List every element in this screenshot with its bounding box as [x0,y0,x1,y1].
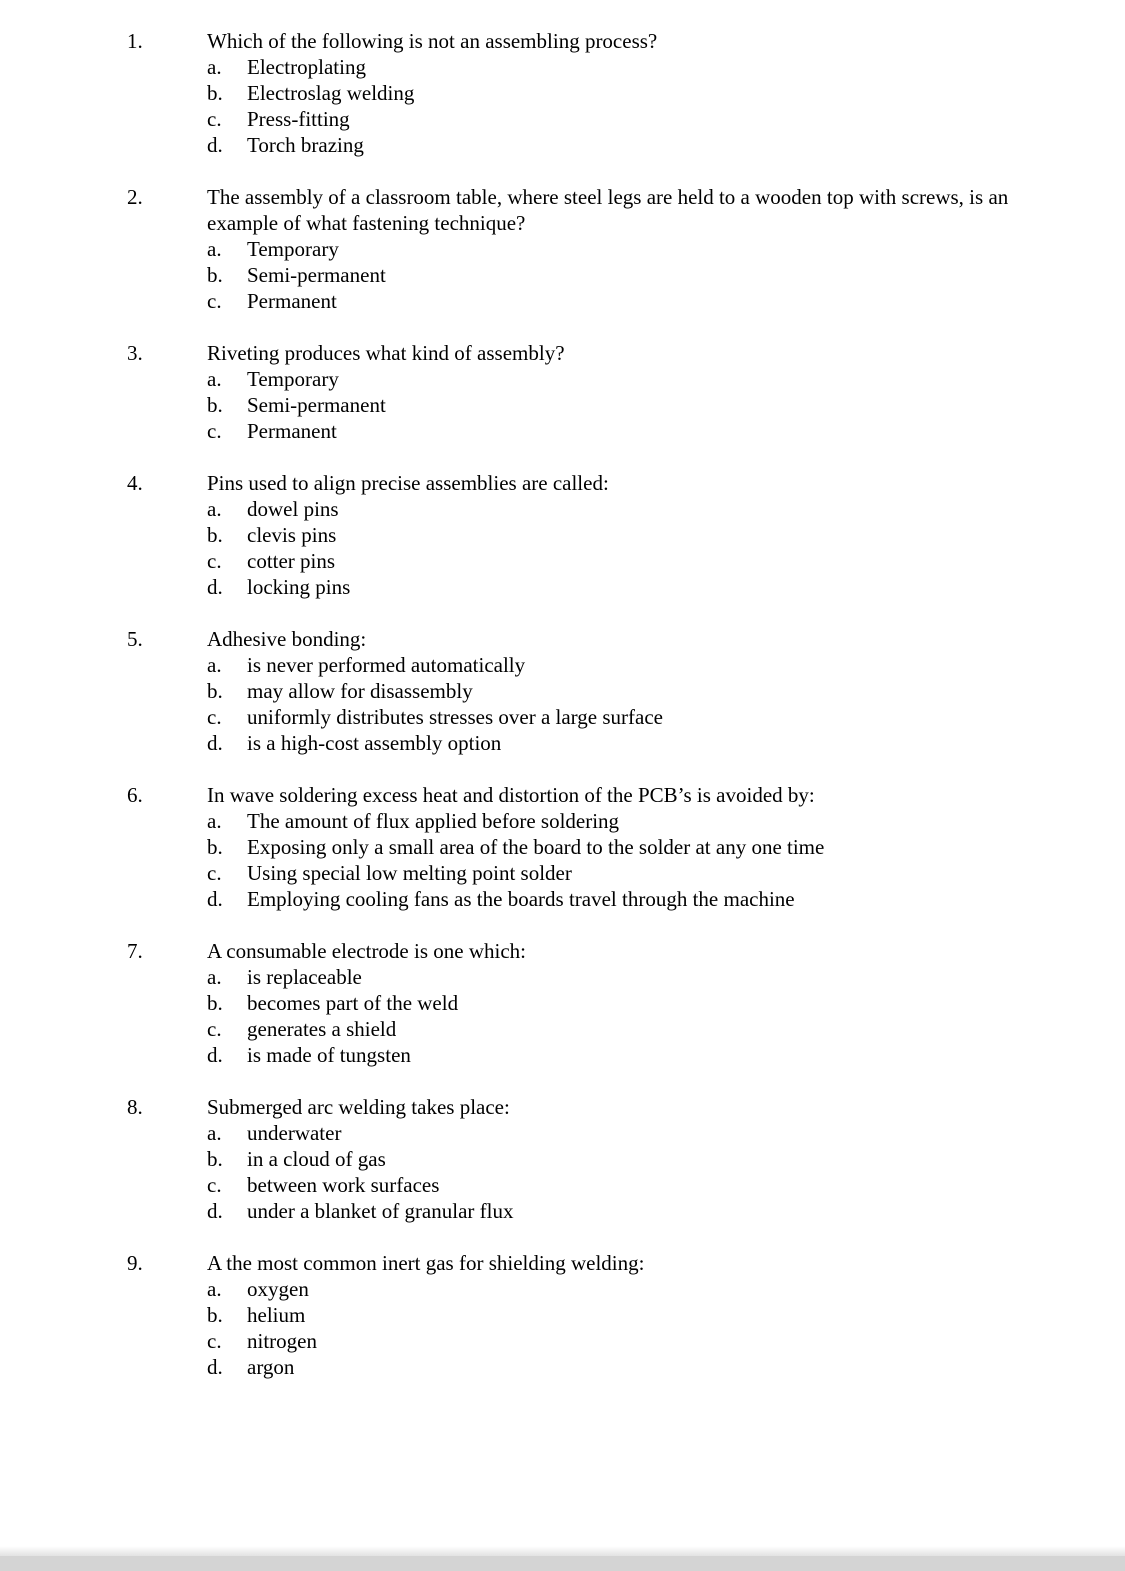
option-text: nitrogen [247,1329,317,1353]
option-letter: b. [207,393,223,417]
option-text: oxygen [247,1277,309,1301]
option-text: Permanent [247,419,337,443]
option-text: is made of tungsten [247,1043,411,1067]
option-list [207,964,1052,1068]
option-text: may allow for disassembly [247,679,473,703]
option-list [207,54,1052,158]
question-list [127,28,1125,1380]
option-letter: a. [207,1277,222,1301]
question-body [207,340,1052,444]
option-text: locking pins [247,575,351,599]
option-row [207,886,1052,912]
viewer-bottom-bar [0,1556,1125,1571]
option-row [207,418,1052,444]
option-row [207,366,1052,392]
question-number: 9. [127,1251,143,1275]
option-list [207,808,1052,912]
question-block [127,1250,1125,1380]
option-letter: d. [207,1355,223,1379]
question-text: Pins used to align precise assemblies are called: [207,471,609,495]
question-body [207,470,1052,600]
option-text: is replaceable [247,965,362,989]
option-letter: c. [207,1329,222,1353]
option-row [207,1120,1052,1146]
question-block [127,938,1125,1068]
option-text: The amount of flux applied before soldering [247,809,620,833]
option-text: between work surfaces [247,1173,440,1197]
option-letter: b. [207,263,223,287]
question-body [207,28,1052,158]
option-letter: c. [207,419,222,443]
page-bottom-shadow [0,1546,1125,1556]
option-list [207,366,1052,444]
question-block [127,1094,1125,1224]
question-number: 5. [127,627,143,651]
question-text: A consumable electrode is one which: [207,939,526,963]
option-row [207,834,1052,860]
option-text: argon [247,1355,295,1379]
option-row [207,288,1052,314]
option-list [207,1120,1052,1224]
option-text: underwater [247,1121,342,1145]
question-body [207,626,1052,756]
option-row [207,1302,1052,1328]
option-letter: c. [207,107,222,131]
option-letter: a. [207,237,222,261]
option-row [207,704,1052,730]
option-text: dowel pins [247,497,339,521]
option-text: Torch brazing [247,133,364,157]
option-row [207,1276,1052,1302]
question-block [127,626,1125,756]
question-text: The assembly of a classroom table, where steel legs are held to a wooden top with screws, is an example of what fastening technique? [207,185,1009,235]
option-text: Temporary [247,237,339,261]
option-letter: b. [207,835,223,859]
option-text: Permanent [247,289,337,313]
question-body [207,184,1052,314]
question-block [127,782,1125,912]
option-letter: a. [207,809,222,833]
option-text: becomes part of the weld [247,991,459,1015]
option-text: Exposing only a small area of the board to the solder at any one time [247,835,825,859]
option-letter: d. [207,575,223,599]
question-number: 2. [127,185,143,209]
option-row [207,574,1052,600]
option-row [207,1172,1052,1198]
question-text: In wave soldering excess heat and distortion of the PCB’s is avoided by: [207,783,815,807]
option-letter: a. [207,653,222,677]
option-letter: c. [207,705,222,729]
option-row [207,678,1052,704]
question-body [207,782,1052,912]
option-text: under a blanket of granular flux [247,1199,514,1223]
option-letter: a. [207,497,222,521]
option-row [207,1354,1052,1380]
option-row [207,1146,1052,1172]
option-letter: b. [207,679,223,703]
option-letter: a. [207,55,222,79]
option-list [207,1276,1052,1380]
option-letter: a. [207,367,222,391]
option-row [207,80,1052,106]
option-text: uniformly distributes stresses over a large surface [247,705,663,729]
option-text: Semi-permanent [247,263,386,287]
option-letter: b. [207,523,223,547]
option-letter: c. [207,289,222,313]
option-letter: d. [207,1199,223,1223]
option-letter: d. [207,731,223,755]
option-letter: d. [207,1043,223,1067]
option-list [207,496,1052,600]
option-text: Semi-permanent [247,393,386,417]
option-row [207,1016,1052,1042]
question-block [127,340,1125,444]
question-block [127,184,1125,314]
option-letter: d. [207,887,223,911]
option-text: is a high-cost assembly option [247,731,502,755]
option-letter: c. [207,549,222,573]
option-text: cotter pins [247,549,336,573]
question-body [207,938,1052,1068]
option-text: generates a shield [247,1017,397,1041]
option-row [207,132,1052,158]
option-letter: d. [207,133,223,157]
option-text: helium [247,1303,306,1327]
option-letter: b. [207,1147,223,1171]
option-letter: c. [207,861,222,885]
question-body [207,1250,1052,1380]
question-block [127,470,1125,600]
question-block [127,28,1125,158]
question-number: 1. [127,29,143,53]
option-row [207,652,1052,678]
option-text: Temporary [247,367,339,391]
question-number: 6. [127,783,143,807]
option-row [207,262,1052,288]
option-row [207,990,1052,1016]
option-row [207,392,1052,418]
option-text: clevis pins [247,523,337,547]
question-number: 4. [127,471,143,495]
option-row [207,1328,1052,1354]
option-row [207,730,1052,756]
option-row [207,236,1052,262]
option-text: Press-fitting [247,107,350,131]
question-number: 3. [127,341,143,365]
option-letter: c. [207,1017,222,1041]
option-row [207,860,1052,886]
option-letter: c. [207,1173,222,1197]
option-row [207,522,1052,548]
option-text: is never performed automatically [247,653,526,677]
option-row [207,808,1052,834]
option-text: in a cloud of gas [247,1147,386,1171]
question-text: Submerged arc welding takes place: [207,1095,510,1119]
option-row [207,1198,1052,1224]
option-row [207,548,1052,574]
option-row [207,496,1052,522]
option-letter: b. [207,991,223,1015]
question-number: 7. [127,939,143,963]
question-text: A the most common inert gas for shielding welding: [207,1251,645,1275]
option-text: Employing cooling fans as the boards travel through the machine [247,887,795,911]
option-text: Using special low melting point solder [247,861,572,885]
option-text: Electroslag welding [247,81,415,105]
option-row [207,106,1052,132]
question-text: Adhesive bonding: [207,627,367,651]
question-body [207,1094,1052,1224]
option-text: Electroplating [247,55,366,79]
option-list [207,652,1052,756]
question-text: Riveting produces what kind of assembly? [207,341,565,365]
option-row [207,54,1052,80]
option-letter: b. [207,81,223,105]
option-list [207,236,1052,314]
option-letter: b. [207,1303,223,1327]
question-text: Which of the following is not an assembling process? [207,29,658,53]
option-row [207,1042,1052,1068]
option-letter: a. [207,965,222,989]
option-row [207,964,1052,990]
option-letter: a. [207,1121,222,1145]
question-number: 8. [127,1095,143,1119]
